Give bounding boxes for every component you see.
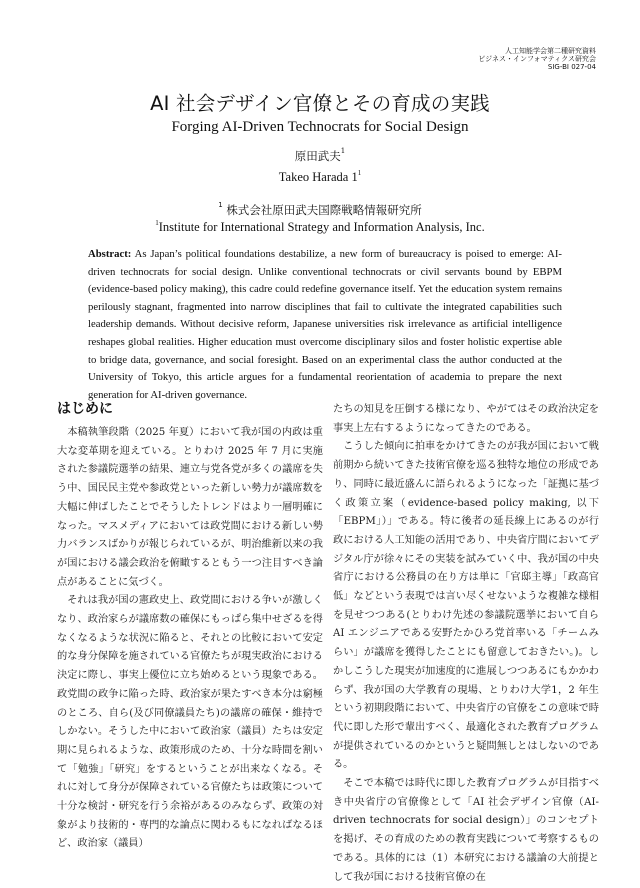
author-name-en bbox=[0, 170, 640, 185]
body-paragraph: それは我が国の憲政史上、政党間における争いが激しくなり、政治家らが議席数の確保にもっぱら集中せざるを得なくなるような状況に陥ると、それとの比較において安定的な身分保障を施されている官僚たちが現実政治における決定に際し、事実上優位に立ち始めるという現象である。政党間の政争に陥った時、政治家が果たすべき本分は窮極のところ、自ら(及び同僚議員たち)の議席の確保・維持でしかない。そうした中において政治家（議員）たちは安定期に見られるような、政策形成のため、十分な時間を割いて「勉強」「研究」をするということが出来なくなる。それに対して身分が保障されている官僚たちは政策について十分な検討・研究を行う余裕があるのみならず、政策の対象がより技術的・専門的な論点に関わるもになればなるほど、政治家（議員） bbox=[57, 595, 323, 850]
author-jp-affil-mark: 1 bbox=[340, 147, 346, 155]
affiliation-en-mark: 1 bbox=[155, 219, 159, 227]
body-paragraph-continued: たちの知見を圧倒する様になり、やがてはその政治決定を事実上左右するようになってきたのである。 bbox=[333, 404, 599, 434]
body-paragraph: こうした傾向に拍車をかけてきたのが我が国において戦前期から続いてきた技術官僚を巡る独特な地位の形成であり、同時に最近盛んに語られるようになった「証拠に基づく政策立案（evidence-based policy making, 以下「EBPM」）」である。特に後者の延長線上にあるのが行政における人工知能の活用であり、中央省庁間においてデジタル庁が徐々にその実装を試みていく中、我が国の中央省庁における公務員の在り方は単に「官邸主導」「政高官低」などという表現では言い尽くせないような複雑な様相を見せつつある(とりわけ先述の参議院選挙において自ら AI エンジニアである安野たかひろ党首率いる「チームみらい」が議席を獲得したことにも留意しておきたい。)。しかしこうした現実が加速度的に進展しつつあるにもかかわらず、我が国の大学教育の現場、とりわけ大学1，2 年生という初期段階において、中央省庁の官僚をこの意味で時代に即した形で輩出すべく、最適化された教育プログラムが提供されているのかというと疑問無しとはしないのである。 bbox=[333, 441, 599, 771]
affiliation-en bbox=[0, 220, 640, 235]
author-name-jp bbox=[0, 148, 640, 164]
affiliation-jp-mark: 1 bbox=[218, 201, 223, 209]
abstract-text: As Japan’s political foundations destabilize, a new form of bureaucracy is poised to emerge: AI-driven technocrats for social design. Unlike conventional technocrats or civil servants bound by EBPM (evidence-based policy making), this cadre could redefine governance itself. Yet the education system remains perilously stagnant, fragmented into narrow disciplines that fail to cultivate the integrated capabilities such leadership demands. Without decisive reform, Japanese universities risk irrelevance as artificial intelligence reshapes global realities. Higher education must overcome disciplinary silos and foster holistic expertise able to bridge data, governance, and social foresight. Based on an experimental class the author conducted at the University of Tokyo, this article argues for a fundamental reorientation of academia to prepare the next generation for AI-driven governance. bbox=[88, 248, 562, 401]
body-paragraph: 本稿執筆段階（2025 年夏）において我が国の内政は重大な変革期を迎えている。とりわけ 2025 年 7 月に実施された参議院選挙の結果、連立与党各党が多くの議席を失う中、国民民主党や参政党といった新しい勢力が議席数を大幅に伸ばしたことでそうしたトレンドはより一層明確になった。マスメディアにおいては政党間における新しい勢力バランスばかりが報じられているが、明治維新以来の我が国における議会政治を俯瞰するともう一つ注目すべき論点があることに気づく。 bbox=[57, 427, 323, 588]
affiliation-jp bbox=[0, 202, 640, 218]
abstract-label: Abstract: bbox=[88, 248, 132, 260]
body-paragraph: そこで本稿では時代に即した教育プログラムが目指すべき中央省庁の官僚像として「AI 社会デザイン官僚（AI-driven technocrats for social design）」のコンセプトを掲げ、その育成のための教育実践について考察するものである。具体的には（1）本研究における議論の大前提として我が国における技術官僚の在 bbox=[333, 778, 599, 883]
author-en-affil-mark: 1 bbox=[357, 169, 362, 177]
paper-title: AI 社会デザイン官僚とその育成の実践 bbox=[150, 92, 490, 115]
body-left-column bbox=[57, 399, 323, 854]
affiliation-en-text: Institute for International Strategy and Information Analysis, Inc. bbox=[158, 220, 485, 234]
author-name-en-text: Takeo Harada 1 bbox=[278, 170, 358, 184]
paper-subtitle: Forging AI-Driven Technocrats for Social Design bbox=[171, 119, 469, 135]
abstract bbox=[88, 246, 562, 404]
journal-code: SIG-BI 027-04 bbox=[547, 63, 596, 71]
author-name-jp-text: 原田武夫 bbox=[294, 149, 341, 163]
section-heading-introduction: はじめに bbox=[57, 401, 113, 417]
affiliation-jp-text: 株式会社原田武夫国際戦略情報研究所 bbox=[226, 203, 422, 217]
journal-society: ビジネス・インフォマティクス研究会 bbox=[478, 55, 596, 63]
body-right-column bbox=[333, 401, 599, 887]
journal-header bbox=[478, 47, 596, 71]
journal-series: 人工知能学会第二種研究資料 bbox=[505, 47, 596, 55]
